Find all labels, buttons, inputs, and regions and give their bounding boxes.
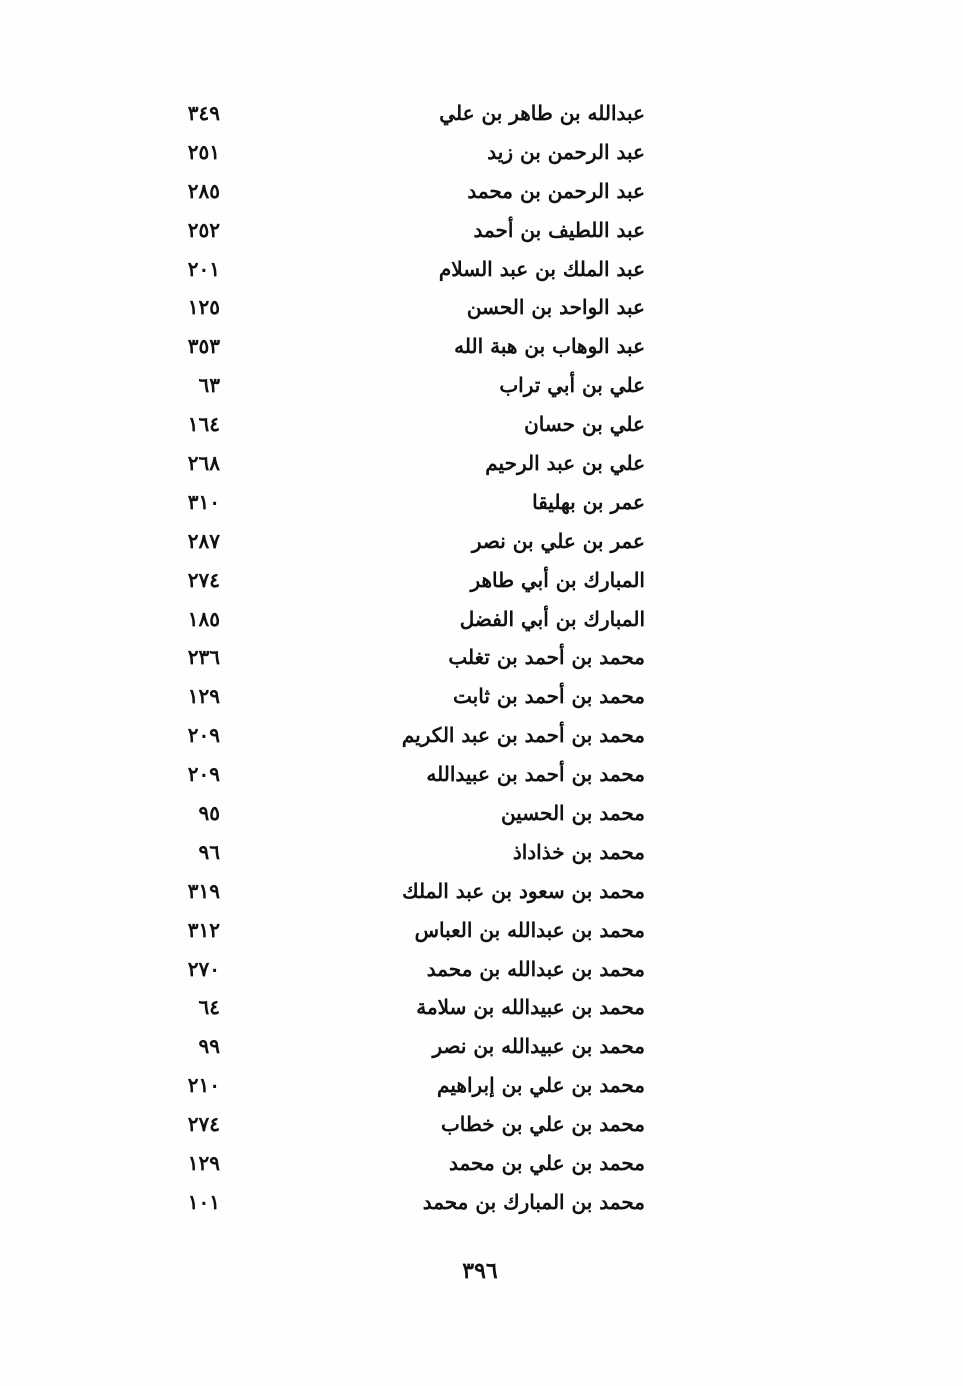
index-row: [150, 211, 650, 250]
entry-page-number: ١٨٥: [187, 606, 220, 631]
entry-name: محمد بن عبدالله بن العباس: [414, 917, 645, 942]
entry-page-number: ٢٥٢: [187, 217, 220, 242]
entry-page-number: ٢٨٧: [187, 528, 220, 553]
entry-name: محمد بن أحمد بن تغلب: [448, 645, 645, 670]
entry-name: عمر بن بهليقا: [532, 489, 645, 514]
index-row: [150, 872, 650, 911]
entry-name: المبارك بن أبي طاهر: [470, 567, 645, 592]
entry-name: عبد اللطيف بن أحمد: [473, 217, 645, 242]
entry-page-number: ٢٥١: [187, 139, 220, 164]
entry-page-number: ٢١٠: [187, 1073, 220, 1098]
entry-name: عبد الواحد بن الحسن: [466, 295, 645, 320]
index-row: [150, 1027, 650, 1066]
entry-page-number: ١٦٤: [187, 412, 220, 437]
index-row: [150, 911, 650, 950]
entry-page-number: ٣٥٣: [187, 334, 220, 359]
entry-page-number: ٢٨٥: [187, 178, 220, 203]
entry-page-number: ٢٧٠: [187, 956, 220, 981]
entry-page-number: ٢٠١: [187, 256, 220, 281]
entry-name: محمد بن أحمد بن ثابت: [453, 684, 645, 709]
entry-name: محمد بن عبيدالله بن سلامة: [416, 995, 645, 1020]
index-row: [150, 444, 650, 483]
entry-name: محمد بن علي بن محمد: [448, 1151, 645, 1176]
entry-name: المبارك بن أبي الفضل: [459, 606, 645, 631]
index-row: [150, 833, 650, 872]
index-row: [150, 1183, 650, 1222]
entry-page-number: ٦٤: [198, 995, 220, 1020]
index-row: [150, 600, 650, 639]
entry-page-number: ٢٠٩: [187, 762, 220, 787]
entry-name: محمد بن الحسين: [500, 801, 645, 826]
entry-name: علي بن عبد الرحيم: [485, 451, 645, 476]
entry-page-number: ٦٣: [198, 373, 220, 398]
entry-name: عبد الوهاب بن هبة الله: [454, 334, 645, 359]
entry-page-number: ١٢٩: [187, 1151, 220, 1176]
index-row: [150, 794, 650, 833]
entry-name: محمد بن خذاداذ: [512, 839, 645, 864]
index-row: [150, 133, 650, 172]
index-row: [150, 94, 650, 133]
entry-page-number: ٣١٢: [187, 917, 220, 942]
index-row: [150, 638, 650, 677]
entry-page-number: ٢٣٦: [187, 645, 220, 670]
entry-name: محمد بن عبيدالله بن نصر: [432, 1034, 645, 1059]
entry-page-number: ١٢٩: [187, 684, 220, 709]
entry-page-number: ٩٩: [198, 1034, 220, 1059]
entry-page-number: ٢٧٤: [187, 567, 220, 592]
entry-page-number: ١٢٥: [187, 295, 220, 320]
entry-page-number: ٩٦: [198, 839, 220, 864]
entry-page-number: ٢٠٩: [187, 723, 220, 748]
index-row: [150, 366, 650, 405]
entry-name: محمد بن علي بن خطاب: [440, 1112, 645, 1137]
index-row: [150, 988, 650, 1027]
entry-name: علي بن حسان: [524, 412, 645, 437]
entry-page-number: ٣١٠: [187, 489, 220, 514]
index-row: [150, 172, 650, 211]
index-row: [150, 561, 650, 600]
index-row: [150, 405, 650, 444]
index-row: [150, 483, 650, 522]
index-row: [150, 755, 650, 794]
index-row: [150, 1144, 650, 1183]
entry-name: عبد الرحمن بن زيد: [487, 139, 645, 164]
entry-name: محمد بن المبارك بن محمد: [422, 1189, 645, 1214]
entry-page-number: ١٠١: [187, 1189, 220, 1214]
entry-name: عمر بن علي بن نصر: [471, 528, 645, 553]
entry-page-number: ٩٥: [198, 801, 220, 826]
index-row: [150, 288, 650, 327]
page-number: ٣٩٦: [462, 1258, 498, 1284]
index-row: [150, 677, 650, 716]
index-row: [150, 327, 650, 366]
entry-page-number: ٢٦٨: [187, 451, 220, 476]
entry-name: عبد الملك بن عبد السلام: [438, 256, 645, 281]
entry-name: محمد بن علي بن إبراهيم: [437, 1073, 645, 1098]
entry-page-number: ٢٧٤: [187, 1112, 220, 1137]
index-row: [150, 1105, 650, 1144]
entry-page-number: ٣١٩: [187, 878, 220, 903]
entry-name: عبدالله بن طاهر بن علي: [439, 101, 645, 125]
index-row: [150, 716, 650, 755]
entry-name: محمد بن أحمد بن عبد الكريم: [401, 723, 645, 748]
entry-name: محمد بن أحمد بن عبيدالله: [426, 762, 645, 787]
index-row: [150, 522, 650, 561]
entry-page-number: ٣٤٩: [187, 101, 220, 125]
entry-name: محمد بن سعود بن عبد الملك: [402, 878, 645, 903]
index-row: [150, 250, 650, 289]
index-row: [150, 1066, 650, 1105]
index-list: [150, 94, 650, 1222]
entry-name: علي بن أبي تراب: [499, 373, 645, 398]
index-row: [150, 950, 650, 989]
entry-name: عبد الرحمن بن محمد: [467, 178, 645, 203]
entry-name: محمد بن عبدالله بن محمد: [426, 956, 645, 981]
